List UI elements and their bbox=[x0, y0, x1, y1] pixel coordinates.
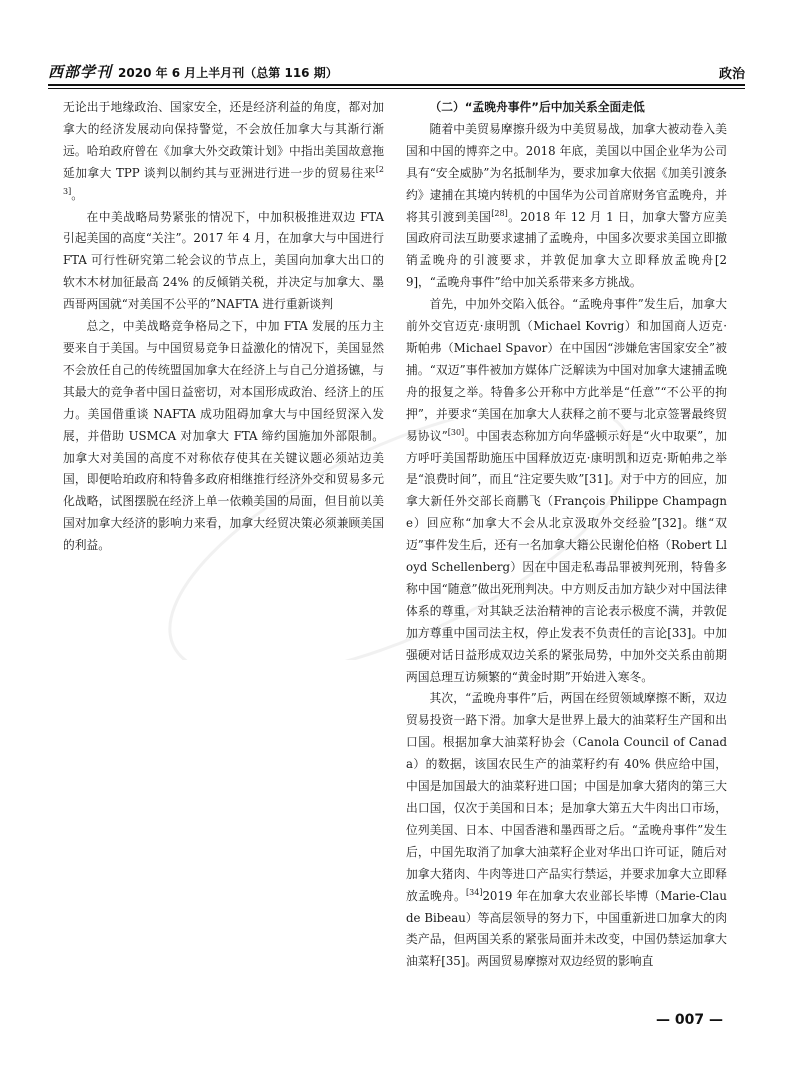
section-subheading: （二）“孟晚舟事件”后中加关系全面走低 bbox=[429, 100, 645, 114]
paragraph bbox=[63, 207, 384, 317]
issue-label: 2020 年 6 月上半月刊（总第 116 期） bbox=[118, 66, 338, 80]
header-left bbox=[48, 61, 338, 82]
header-rule bbox=[48, 84, 745, 86]
citation-ref: [23] bbox=[63, 164, 384, 196]
running-header bbox=[48, 58, 745, 82]
right-column bbox=[406, 97, 727, 997]
paragraph bbox=[63, 316, 384, 557]
citation-ref: [30] bbox=[447, 427, 465, 437]
paragraph-text-tail: 。中国表态称加方向华盛顿示好是“火中取栗”，加方呼吁美国帮助施压中国释放迈克·康明凯和迈克·斯帕弗之举是“浪费时间”，而且“注定要失败”[31]。对于中方的回应，加拿大新任外交部长商鹏飞（François Philippe Champagne）回应称“加拿大不会从北京汲取外交经验”[32]。继“双迈”事件发生后，还有一名加拿大籍公民谢伦伯格（Robert Lloyd Schellenberg）因在中国走私毒品罪被判死刑，特鲁多称中国“随意”做出死刑判决。中方则反击加方缺少对中国法律体系的尊重，对其缺乏法治精神的言论表示极度不满，并敦促加方尊重中国司法主权，停止发表不负责任的言论[33]。中加强硬对话日益形成双边关系的紧张局势，中加外交关系由前期两国总理互访频繁的“黄金时期”开始进入寒冬。 bbox=[406, 428, 728, 684]
page-number: — 007 — bbox=[656, 1012, 723, 1028]
paragraph-text: 其次，“孟晚舟事件”后，两国在经贸领域摩擦不断，双边贸易投资一路下滑。加拿大是世界上最大的油菜籽生产国和出口国。根据加拿大油菜籽协会（Canola Council of Canada）的数据，该国农民生产的油菜籽约有 40% 供应给中国，中国是加国最大的油菜籽进口国；中国是加拿大猪肉的第三大出口国，仅次于美国和日本；是加拿大第五大牛肉出口市场，位列美国、日本、中国香港和墨西哥之后。“孟晚舟事件”发生后，中国先取消了加拿大油菜籽企业对华出口许可证，随后对加拿大猪肉、牛肉等进口产品实行禁运，并要求加拿大立即释放孟晚舟。 bbox=[406, 691, 727, 903]
journal-logo: 西部学刊 bbox=[48, 63, 113, 81]
header-rule-thin bbox=[48, 88, 745, 89]
body-columns bbox=[63, 97, 727, 997]
section-label: 政治 bbox=[718, 67, 745, 82]
paragraph-text-tail: 。2018 年 12 月 1 日，加拿大警方应美国政府司法互助要求逮捕了孟晚舟，中国多次要求美国立即撤销孟晚舟的引渡要求，并敦促加拿大立即释放孟晚舟[29]，“孟晚舟事件”给中加关系带来多方挑战。 bbox=[406, 209, 727, 290]
paragraph bbox=[406, 119, 727, 294]
paragraph-text: 首先，中加外交陷入低谷。“孟晚舟事件”发生后，加拿大前外交官迈克·康明凯（Michael Kovrig）和加国商人迈克·斯帕弗（Michael Spavor）在中国因“涉嫌危害国家安全”被捕。“双迈”事件被加方媒体广泛解读为中国对加拿大逮捕孟晚舟的报复之举。特鲁多公开称中方此举是“任意”“不公平的拘押”，并要求“美国在加拿大人获释之前不要与北京签署最终贸易协议” bbox=[406, 297, 727, 443]
citation-ref: [34] bbox=[466, 887, 483, 897]
paragraph bbox=[63, 97, 384, 207]
paragraph-text: 无论出于地缘政治、国家安全，还是经济利益的角度，都对加拿大的经济发展动向保持警觉，不会放任加拿大与其渐行渐远。哈珀政府曾在《加拿大外交政策计划》中指出美国故意拖延加拿大 TPP 谈判以制约其与亚洲进行进一步的贸易往来 bbox=[63, 100, 384, 180]
paragraph-text: 在中美战略局势紧张的情况下，中加积极推进双边 FTA 引起美国的高度“关注”。2017 年 4 月，在加拿大与中国进行 FTA 可行性研究第二轮会议的节点上，美国向加拿大出口的软木木材加征最高 24% 的反倾销关税，并决定与加拿大、墨西哥两国就“对美国不公平的”NAFTA 进行重新谈判 bbox=[63, 209, 384, 312]
paragraph-text: 随着中美贸易摩擦升级为中美贸易战，加拿大被动卷入美国和中国的博弈之中。2018 年底，美国以中国企业华为公司具有“安全威胁”为名抵制华为，要求加拿大依据《加美引渡条约》逮捕在其境内转机的中国华为公司首席财务官孟晚舟，并将其引渡到美国 bbox=[406, 121, 727, 224]
paragraph-text-tail: 2019 年在加拿大农业部长毕博（Marie-Claude Bibeau）等高层领导的努力下，中国重新进口加拿大的肉类产品，但两国关系的紧张局面并未改变，中国仍禁运加拿大油菜籽[35]。两国贸易摩擦对双边经贸的影响直 bbox=[406, 888, 728, 969]
paragraph-text-tail: 。 bbox=[71, 187, 83, 202]
paragraph bbox=[406, 688, 727, 973]
paragraph-text: 总之，中美战略竞争格局之下，中加 FTA 发展的压力主要来自于美国。与中国贸易竞争日益激化的情况下，美国显然不会放任自己的传统盟国加拿大在经济上与自己分道扬镳，与其最大的竞争者中国日益密切，对本国形成政治、经济上的压力。美国借重谈 NAFTA 成功阻碍加拿大与中国经贸深入发展，并借助 USMCA 对加拿大 FTA 缔约国施加外部限制。加拿大对美国的高度不对称依存使其在关键议题必须站边美国，即便哈珀政府和特鲁多政府相继推行经济外交和贸易多元化战略，试图摆脱在经济上单一依赖美国的局面，但目前以美国对加拿大经济的影响力来看，加拿大经贸决策必须兼顾美国的利益。 bbox=[63, 319, 384, 553]
paragraph bbox=[406, 294, 727, 688]
citation-ref: [28] bbox=[491, 208, 508, 218]
left-column bbox=[63, 97, 384, 997]
